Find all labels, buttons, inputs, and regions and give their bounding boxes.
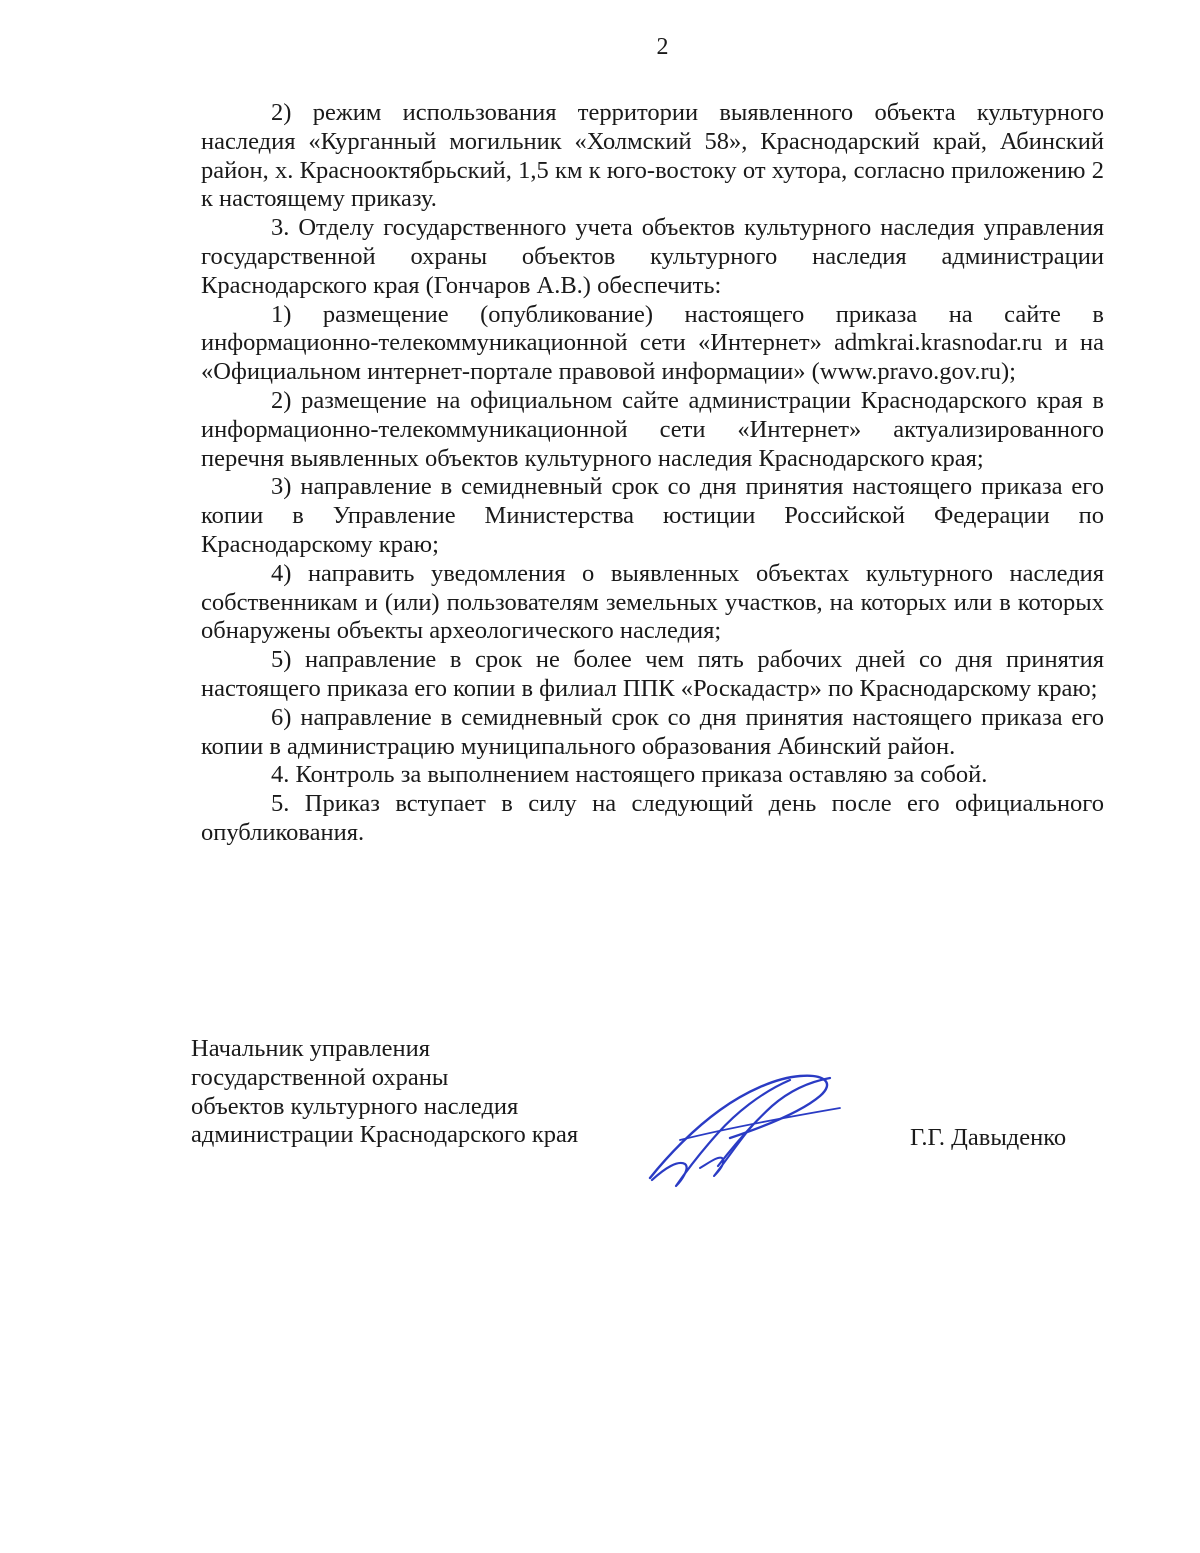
paragraph-item-3-4: 4) направить уведомления о выявленных объектах культурного наследия собственникам и (или) пользователям земельных участков, на которых или в которых обнаружены объекты археологического наследия; [201, 559, 1104, 645]
signature-stroke [652, 1080, 790, 1186]
paragraph-item-5: 5. Приказ вступает в силу на следующий день после его официального опубликования. [201, 790, 1104, 846]
signatory-title-line: администрации Краснодарского края [191, 1121, 579, 1149]
signatory-title-line: объектов культурного наследия [191, 1092, 519, 1120]
signatory-title-line: государственной охраны [191, 1063, 449, 1091]
paragraph-item-4: 4. Контроль за выполнением настоящего приказа оставляю за собой. [271, 761, 988, 789]
page-number: 2 [656, 34, 669, 60]
paragraph-item-3-6: 6) направление в семидневный срок со дня принятия настоящего приказа его копии в администрацию муниципального образования Абинский район. [201, 703, 1104, 760]
paragraph-territory-regime: 2) режим использования территории выявленного объекта культурного наследия «Курганный могильник «Холмский 58», Краснодарский край, Абинский район, х. Краснооктябрьский, 1,5 км к юго-востоку от хутора, согласно приложению 2 к настоящему приказу. [201, 99, 1104, 213]
paragraph-item-3-3: 3) направление в семидневный срок со дня принятия настоящего приказа его копии в Управление Министерства юстиции Российской Федерации по Краснодарскому краю; [201, 473, 1104, 558]
paragraph-item-3-1: 1) размещение (опубликование) настоящего приказа на сайте в информационно-телекоммуникационной сети «Интернет» admkrai.krasnodar.ru и на «Официальном интернет-портале правовой информации» (www.pravo.gov.ru); [201, 300, 1104, 386]
signatory-title [191, 1035, 611, 1150]
paragraph-item-3-2: 2) размещение на официальном сайте администрации Краснодарского края в информационно-телекоммуникационной сети «Интернет» актуализированного перечня выявленных объектов культурного наследия Краснодарского края; [201, 386, 1104, 472]
signer-name: Г.Г. Давыденко [910, 1124, 1067, 1151]
document-body [201, 99, 1104, 848]
signature-stroke [680, 1108, 840, 1140]
paragraph-item-3-5: 5) направление в срок не более чем пять рабочих дней со дня принятия настоящего приказа его копии в филиал ППК «Роскадастр» по Краснодарскому краю; [201, 646, 1104, 702]
paragraph-item-3: 3. Отделу государственного учета объектов культурного наследия управления государственной охраны объектов культурного наследия администрации Краснодарского края (Гончаров А.В.) обеспечить: [201, 214, 1104, 299]
handwritten-signature [640, 1068, 850, 1193]
signatory-title-line: Начальник управления [191, 1035, 430, 1062]
